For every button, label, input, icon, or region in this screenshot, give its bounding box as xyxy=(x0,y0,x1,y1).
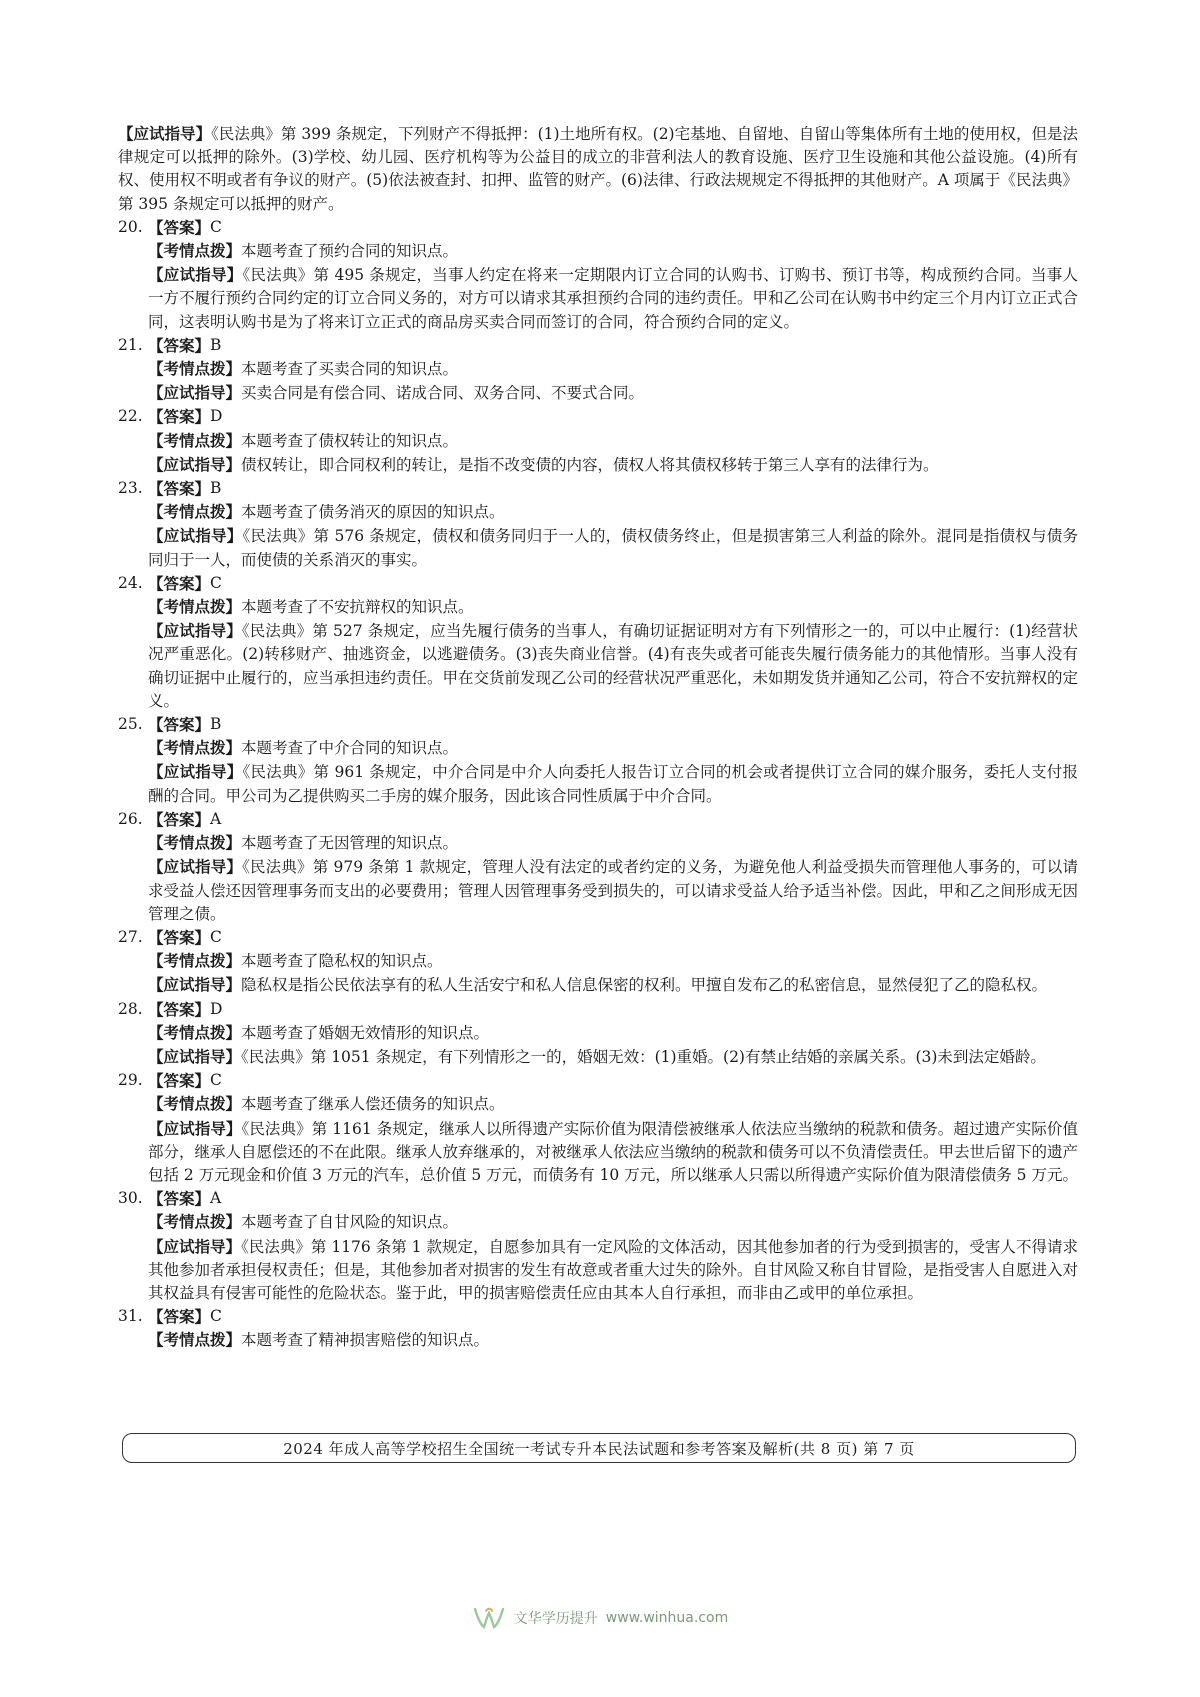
point-text: 本题考查了继承人偿还债务的知识点。 xyxy=(241,1095,505,1114)
answer-line xyxy=(118,998,1078,1021)
point-label: 【考情点拨】 xyxy=(148,1212,242,1232)
answer-label: 【答案】 xyxy=(148,927,211,947)
answer-line xyxy=(118,713,1078,736)
answer-label: 【答案】 xyxy=(148,217,211,237)
guide-text: 隐私权是指公民依法享有的私人生活安宁和私人信息保密的权利。甲擅自发布乙的私密信息，显然侵犯了乙的隐私权。 xyxy=(241,976,1048,995)
answer-value: C xyxy=(210,1071,222,1090)
point-line xyxy=(118,357,1078,381)
answer-item xyxy=(118,1069,1078,1187)
answer-value: C xyxy=(210,573,222,592)
answer-list xyxy=(118,216,1078,1353)
guide-label: 【应试指导】 xyxy=(148,526,243,546)
answer-line xyxy=(118,334,1078,357)
question-number: 30. xyxy=(118,1189,143,1208)
question-number: 23. xyxy=(118,479,143,498)
answer-line xyxy=(118,1305,1078,1328)
guide-text: 《民法典》第 399 条规定，下列财产不得抵押：(1)土地所有权。(2)宅基地、自留地、自留山等集体所有土地的使用权，但是法律规定可以抵押的除外。(3)学校、幼儿园、医疗机构等为公益目的成立的非营利法人的教育设施、医疗卫生设施和其他公益设施。(4)所有权、使用权不明或者有争议的财产。(5)依法被查封、扣押、监管的财产。(6)法律、行政法规规定不得抵押的其他财产。A 项属于《民法典》第 395 条规定可以抵押的财产。 xyxy=(118,125,1078,213)
guide-text: 《民法典》第 1161 条规定，继承人以所得遗产实际价值为限清偿被继承人依法应当缴纳的税款和债务。超过遗产实际价值部分，继承人自愿偿还的不在此限。继承人放弃继承的，对被继承人依法应当缴纳的税款和债务可以不负清偿责任。甲去世后留下的遗产包括 2 万元现金和价值 3 万元的汽车，总价值 5 万元，而债务有 10 万元，所以继承人只需以所得遗产实际价值为限清偿债务 5 万元。 xyxy=(148,1119,1079,1184)
guide-text: 《民法典》第 576 条规定，债权和债务同归于一人的，债权债务终止，但是损害第三人利益的除外。混同是指债权与债务同归于一人，而使债的关系消灭的事实。 xyxy=(148,527,1078,569)
guide-text: 《民法典》第 961 条规定，中介合同是中介人向委托人报告订立合同的机会或者提供订立合同的媒介服务，委托人支付报酬的合同。甲公司为乙提供购买二手房的媒介服务，因此该合同性质属于中介合同。 xyxy=(148,763,1078,805)
answer-value: C xyxy=(210,1307,222,1326)
guide-line xyxy=(118,453,1078,477)
answer-item xyxy=(118,216,1078,334)
answer-item xyxy=(118,713,1078,808)
point-label: 【考情点拨】 xyxy=(148,1094,242,1114)
point-label: 【考情点拨】 xyxy=(148,1022,242,1042)
intro-guide xyxy=(118,122,1078,216)
point-line xyxy=(118,239,1078,263)
point-label: 【考情点拨】 xyxy=(148,597,242,617)
question-number: 21. xyxy=(118,335,143,354)
answer-line xyxy=(118,808,1078,831)
answer-line xyxy=(118,477,1078,500)
answer-label: 【答案】 xyxy=(148,1189,211,1209)
guide-text: 债权转让，即合同权利的转让，是指不改变债的内容，债权人将其债权移转于第三人享有的法律行为。 xyxy=(241,455,939,474)
guide-line xyxy=(118,760,1078,807)
answer-line xyxy=(118,572,1078,595)
answer-item xyxy=(118,808,1078,926)
guide-line xyxy=(118,263,1078,334)
answer-value: C xyxy=(210,927,222,946)
question-number: 27. xyxy=(118,927,143,946)
point-text: 本题考查了自甘风险的知识点。 xyxy=(241,1213,459,1232)
point-text: 本题考查了无因管理的知识点。 xyxy=(241,834,459,853)
answer-label: 【答案】 xyxy=(148,407,211,427)
point-text: 本题考查了债务消灭的原因的知识点。 xyxy=(241,503,505,522)
guide-line xyxy=(118,619,1078,713)
answer-value: A xyxy=(210,809,222,828)
answer-item xyxy=(118,572,1078,713)
guide-line xyxy=(118,1117,1078,1188)
winhua-logo-icon xyxy=(472,1605,506,1631)
guide-label: 【应试指导】 xyxy=(148,621,242,641)
guide-line xyxy=(118,1045,1078,1069)
guide-text: 《民法典》第 1176 条第 1 款规定，自愿参加具有一定风险的文体活动，因其他参加者的行为受到损害的，受害人不得请求其他参加者承担侵权责任；但是，其他参加者对损害的发生有故意或者重大过失的除外。自甘风险又称自甘冒险，是指受害人自愿进入对其权益具有侵害可能性的危险状态。鉴于此，甲的损害赔偿责任应由其本人自行承担，而非由乙或甲的单位承担。 xyxy=(148,1237,1079,1302)
answer-item xyxy=(118,405,1078,477)
question-number: 22. xyxy=(118,407,143,426)
guide-label: 【应试指导】 xyxy=(148,762,243,782)
point-text: 本题考查了中介合同的知识点。 xyxy=(241,739,459,758)
answer-item xyxy=(118,1305,1078,1352)
guide-label: 【应试指导】 xyxy=(148,265,243,285)
answer-label: 【答案】 xyxy=(148,1307,211,1327)
point-line xyxy=(118,831,1078,855)
guide-line xyxy=(118,973,1078,997)
guide-line xyxy=(118,855,1078,926)
guide-text: 买卖合同是有偿合同、诺成合同、双务合同、不要式合同。 xyxy=(241,384,645,403)
answer-label: 【答案】 xyxy=(148,573,211,593)
point-text: 本题考查了预约合同的知识点。 xyxy=(241,242,459,261)
point-line xyxy=(118,1210,1078,1234)
guide-line xyxy=(118,381,1078,405)
answer-value: C xyxy=(210,217,222,236)
guide-label: 【应试指导】 xyxy=(148,454,242,474)
point-text: 本题考查了隐私权的知识点。 xyxy=(241,952,443,971)
guide-label: 【应试指导】 xyxy=(148,1118,242,1138)
question-number: 20. xyxy=(118,217,143,236)
answer-label: 【答案】 xyxy=(148,715,211,735)
answer-line xyxy=(118,1187,1078,1210)
point-label: 【考情点拨】 xyxy=(148,430,242,450)
answer-value: B xyxy=(210,335,222,354)
watermark-url: www.winhua.com xyxy=(605,1610,729,1626)
answer-item xyxy=(118,1187,1078,1305)
guide-line xyxy=(118,524,1078,571)
answer-value: D xyxy=(210,407,223,426)
point-line xyxy=(118,1021,1078,1045)
point-text: 本题考查了不安抗辩权的知识点。 xyxy=(241,598,474,617)
answer-item xyxy=(118,998,1078,1070)
answer-value: B xyxy=(210,479,222,498)
answer-label: 【答案】 xyxy=(148,335,211,355)
answer-item xyxy=(118,926,1078,998)
point-line xyxy=(118,949,1078,973)
watermark xyxy=(0,1605,1200,1631)
point-text: 本题考查了买卖合同的知识点。 xyxy=(241,360,459,379)
page-footer xyxy=(122,1433,1076,1463)
point-label: 【考情点拨】 xyxy=(148,502,242,522)
guide-label: 【应试指导】 xyxy=(148,383,242,403)
question-number: 29. xyxy=(118,1071,143,1090)
guide-text: 《民法典》第 527 条规定，应当先履行债务的当事人，有确切证据证明对方有下列情形之一的，可以中止履行：(1)经营状况严重恶化。(2)转移财产、抽逃资金，以逃避债务。(3)丧失商业信誉。(4)有丧失或者可能丧失履行债务能力的其他情形。当事人没有确切证据中止履行的，应当承担违约责任。甲在交货前发现乙公司的经营状况严重恶化，未如期发货并通知乙公司，符合不安抗辩权的定义。 xyxy=(148,622,1079,710)
guide-label: 【应试指导】 xyxy=(148,857,243,877)
point-label: 【考情点拨】 xyxy=(148,241,242,261)
answer-label: 【答案】 xyxy=(148,479,211,499)
point-text: 本题考查了婚姻无效情形的知识点。 xyxy=(241,1023,490,1042)
answer-value: D xyxy=(210,999,223,1018)
point-label: 【考情点拨】 xyxy=(148,833,242,853)
point-text: 本题考查了精神损害赔偿的知识点。 xyxy=(241,1331,490,1350)
point-label: 【考情点拨】 xyxy=(148,359,242,379)
answer-label: 【答案】 xyxy=(148,999,211,1019)
point-label: 【考情点拨】 xyxy=(148,1330,242,1350)
point-line xyxy=(118,429,1078,453)
answer-line xyxy=(118,1069,1078,1092)
answer-label: 【答案】 xyxy=(148,809,211,829)
watermark-name: 文华学历提升 xyxy=(513,1611,598,1627)
question-number: 31. xyxy=(118,1307,143,1326)
point-text: 本题考查了债权转让的知识点。 xyxy=(241,431,459,450)
guide-line xyxy=(118,1235,1078,1306)
question-number: 26. xyxy=(118,809,143,828)
answer-line xyxy=(118,405,1078,428)
guide-text: 《民法典》第 979 条第 1 款规定，管理人没有法定的或者约定的义务，为避免他人利益受损失而管理他人事务的，可以请求受益人偿还因管理事务而支出的必要费用；管理人因管理事务受到损失的，可以请求受益人给予适当补偿。因此，甲和乙之间形成无因管理之债。 xyxy=(148,858,1079,923)
guide-label: 【应试指导】 xyxy=(118,124,212,143)
answer-line xyxy=(118,926,1078,949)
guide-label: 【应试指导】 xyxy=(148,975,242,995)
guide-label: 【应试指导】 xyxy=(148,1236,242,1256)
question-number: 25. xyxy=(118,715,143,734)
answer-item xyxy=(118,477,1078,572)
question-number: 28. xyxy=(118,999,143,1018)
point-line xyxy=(118,500,1078,524)
footer-text: 2024 年成人高等学校招生全国统一考试专升本民法试题和参考答案及解析(共 8 页) 第 7 页 xyxy=(283,1439,915,1458)
point-line xyxy=(118,1328,1078,1352)
answer-value: B xyxy=(210,715,222,734)
question-number: 24. xyxy=(118,573,143,592)
point-line xyxy=(118,1092,1078,1116)
page-content xyxy=(118,122,1078,1353)
point-label: 【考情点拨】 xyxy=(148,738,242,758)
point-line xyxy=(118,595,1078,619)
answer-label: 【答案】 xyxy=(148,1071,211,1091)
answer-value: A xyxy=(210,1189,222,1208)
point-line xyxy=(118,736,1078,760)
guide-text: 《民法典》第 495 条规定，当事人约定在将来一定期限内订立合同的认购书、订购书、预订书等，构成预约合同。当事人一方不履行预约合同约定的订立合同义务的，对方可以请求其承担预约合同的违约责任。甲和乙公司在认购书中约定三个月内订立正式合同，这表明认购书是为了将来订立正式的商品房买卖合同而签订的合同，符合预约合同的定义。 xyxy=(148,266,1079,331)
guide-text: 《民法典》第 1051 条规定，有下列情形之一的，婚姻无效：(1)重婚。(2)有禁止结婚的亲属关系。(3)未到法定婚龄。 xyxy=(241,1047,1046,1066)
answer-item xyxy=(118,334,1078,406)
point-label: 【考情点拨】 xyxy=(148,951,242,971)
guide-label: 【应试指导】 xyxy=(148,1046,242,1066)
answer-line xyxy=(118,216,1078,239)
